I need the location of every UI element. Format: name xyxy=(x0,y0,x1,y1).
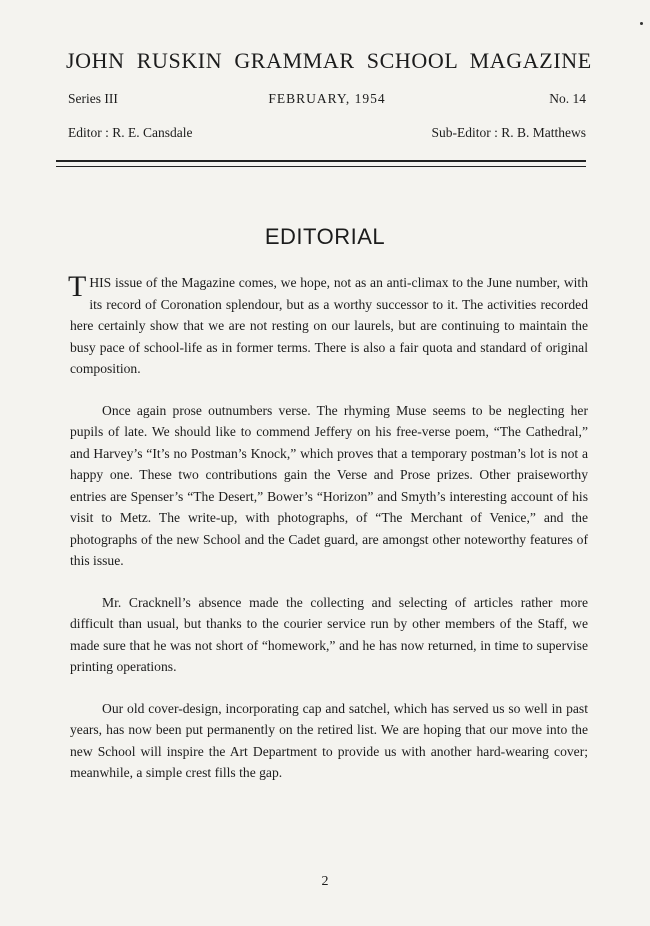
issue-date: FEBRUARY, 1954 xyxy=(268,91,386,106)
page-number: 2 xyxy=(321,874,329,889)
issue-number: No. 14 xyxy=(549,91,586,106)
double-rule-top xyxy=(56,160,586,162)
paragraph-3: Mr. Cracknell’s absence made the collecting and selecting of articles rather more difficult than usual, but thanks to the courier service run by other members of the Staff, we made sure that he was not short of “homework,” and he has now returned, in time to supervise printing operations. xyxy=(70,594,588,674)
paragraph-1-text: HIS issue of the Magazine comes, we hope, not as an anti-climax to the June number, with its record of Coronation splendour, but as a worthy successor to it. The activities recorded here certainly show that we are not resting on our laurels, but are continuing to maintain the busy pace of school-life as in former terms. There is also a fair quota and standard of original composition. xyxy=(70,275,588,376)
sub-editor-credit: Sub-Editor : R. B. Matthews xyxy=(431,125,586,140)
editor-credit: Editor : R. E. Cansdale xyxy=(68,125,193,140)
issue-info-row xyxy=(68,91,586,107)
paragraph-2: Once again prose outnumbers verse. The rhyming Muse seems to be neglecting her pupils of late. We should like to commend Jeffery on his free-verse poem, “The Cathedral,” and Harvey’s “It’s no Postman’s Knock,” which proves that a temporary postman’s lot is not a happy one. These two contributions gain the Verse and Prose prizes. Other praiseworthy entries are Spenser’s “The Desert,” Bower’s “Horizon” and Smyth’s interesting account of his visit to Metz. The write-up, with photographs, of “The Merchant of Venice,” and the photographs of the new School and the Cadet guard, are amongst other noteworthy features of this issue. xyxy=(70,402,588,568)
editorial-body xyxy=(70,272,588,804)
paragraph-4: Our old cover-design, incorporating cap and satchel, which has served us so well in past years, has now been put permanently on the retired list. We are hoping that our move into the new School will inspire the Art Department to provide us with another hard-wearing cover; meanwhile, a simple crest fills the gap. xyxy=(70,700,588,780)
editors-row xyxy=(68,125,586,141)
series-label: Series III xyxy=(68,91,118,106)
editorial-heading: EDITORIAL xyxy=(264,224,386,249)
print-speck xyxy=(640,22,643,25)
paragraph-1 xyxy=(70,272,588,380)
double-rule-bottom xyxy=(56,166,586,167)
drop-cap: T xyxy=(68,270,87,303)
magazine-title: JOHN RUSKIN GRAMMAR SCHOOL MAGAZINE xyxy=(66,48,592,73)
